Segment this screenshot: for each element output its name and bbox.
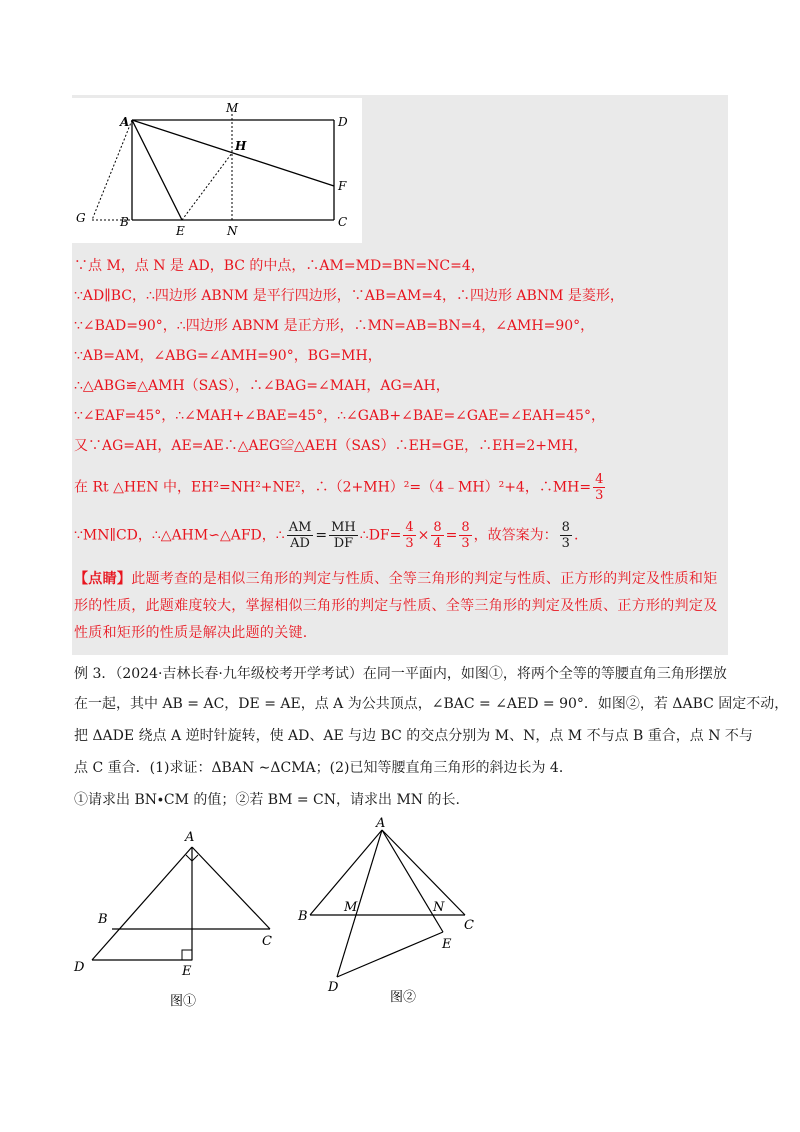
solution-line-6: ∵∠EAF=45°，∴∠MAH+∠BAE=45°，∴∠GAB+∠BAE=∠GAE=∠EAH=45°， — [74, 408, 605, 424]
fig2-label-B: B — [298, 909, 308, 924]
solution-line-1: ∵点 M，点 N 是 AD，BC 的中点，∴AM=MD=BN=NC=4， — [74, 258, 485, 274]
example-line-4: 点 C 重合．(1)求证：ΔBAN ∼ΔCMA；(2)已知等腰直角三角形的斜边长为 4． — [74, 760, 573, 776]
label-H: H — [235, 139, 247, 153]
fig2-label-N: N — [433, 900, 445, 915]
fig1-label-D: D — [74, 960, 85, 975]
fraction-mh-df: $\frac{MH}{DF}$ — [331, 520, 356, 551]
label-G: G — [76, 211, 86, 225]
label-C: C — [338, 215, 348, 229]
fraction-4-3: $\frac{4}{3}$ — [405, 520, 414, 551]
figure-2 — [290, 815, 490, 1015]
example-line-3: 把 ΔADE 绕点 A 逆时针旋转，使 AD、AE 与边 BC 的交点分别为 M、N，点 M 不与点 B 重合，点 N 不与 — [74, 728, 753, 744]
fig1-label-C: C — [262, 934, 272, 949]
solution-line-8 — [74, 472, 607, 503]
fig1-caption: 图① — [170, 994, 197, 1009]
figure-1 — [70, 825, 290, 1020]
label-D: D — [338, 115, 348, 129]
example-line-5: ①请求出 BN∙CM 的值；②若 BM = CN，请求出 MN 的长. — [74, 792, 460, 808]
fig2-label-D: D — [328, 980, 339, 995]
solution-line-3: ∵∠BAD=90°，∴四边形 ABNM 是正方形，∴MN=AB=BN=4，∠AMH=90°， — [74, 318, 595, 334]
solution-line-9: ∵MN∥CD，∴△AHM∽△AFD，∴ $\frac{AM}{AD}$ = $\frac{MH}{DF}$ ∴DF= $\frac{4}{3}$ × $\frac{8}{4}$ = $\frac{8}{3}$ ，故答案为： $\frac{8}{3}$ . — [74, 520, 579, 551]
label-B: B — [120, 215, 129, 229]
solution-line-5: ∴△ABG≌△AMH（SAS），∴∠BAG=∠MAH，AG=AH， — [74, 378, 450, 394]
fig2-caption: 图② — [390, 990, 417, 1005]
fraction-8-4: $\frac{8}{4}$ — [433, 520, 442, 551]
fig2-label-M: M — [344, 900, 358, 915]
fig2-label-C: C — [464, 918, 474, 933]
fig2-label-A: A — [376, 816, 386, 831]
fraction-answer: $\frac{8}{3}$ — [561, 520, 570, 551]
example-line-2: 在一起，其中 AB = AC，DE = AE，点 A 为公共顶点，∠BAC = ∠AED = 90°．如图②，若 ΔABC 固定不动， — [74, 696, 789, 712]
key-point-text: 此题考查的是相似三角形的判定与性质、全等三角形的判定与性质、正方形的判定及性质和矩形的性质，此题难度较大，掌握相似三角形的判定与性质、全等三角形的判定及性质、正方形的判定及性质和矩形的性质是解决此题的关键. — [74, 571, 718, 641]
label-E: E — [176, 224, 185, 238]
example-line-1: 例 3．（2024·吉林长春·九年级校考开学考试）在同一平面内，如图①，将两个全等的等腰直角三角形摆放 — [74, 666, 727, 682]
fig1-label-E: E — [182, 964, 192, 979]
key-point-comment — [74, 566, 724, 647]
fraction-am-ad: $\frac{AM}{AD}$ — [288, 520, 312, 551]
label-M: M — [226, 101, 239, 115]
fraction-mh: $\frac{4}{3}$ — [595, 472, 604, 503]
fig1-label-B: B — [98, 912, 108, 927]
line9-text-a: ∵MN∥CD，∴△AHM∽△AFD，∴ — [74, 527, 285, 544]
rectangle-figure — [72, 98, 362, 243]
solution-line-7: 又∵AG=AH，AE=AE∴△AEG≌△AEH（SAS）∴EH=GE，∴EH=2+MH， — [74, 438, 588, 454]
solution-line-2: ∵AD∥BC，∴四边形 ABNM 是平行四边形，∵AB=AM=4，∴四边形 ABNM 是菱形， — [74, 288, 624, 304]
fig1-label-A: A — [185, 830, 195, 845]
label-F: F — [338, 179, 347, 193]
key-point-tag: 【点睛】 — [74, 571, 132, 587]
solution-line-4: ∵AB=AM，∠ABG=∠AMH=90°，BG=MH， — [74, 348, 382, 364]
fig2-label-E: E — [442, 937, 452, 952]
fraction-8-3: $\frac{8}{3}$ — [461, 520, 470, 551]
label-N: N — [227, 224, 238, 238]
label-A: A — [120, 115, 130, 129]
line8-text: 在 Rt △HEN 中，EH²=NH²+NE²，∴（2+MH）²=（4﹣MH）²+4，∴MH= — [74, 479, 592, 496]
